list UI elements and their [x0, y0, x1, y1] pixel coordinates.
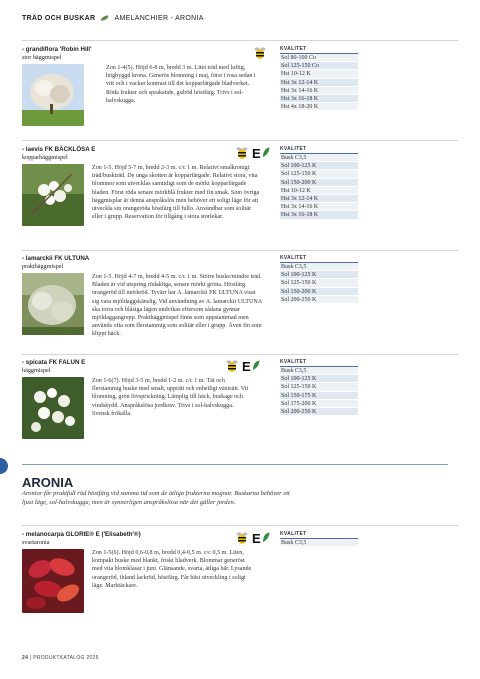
bee-icon: [226, 359, 238, 373]
quality-row: Hst 3x 14-16 K: [280, 203, 358, 211]
quality-row: Sol 150-200 K: [280, 179, 358, 187]
quality-row: Sol 100-125 K: [280, 162, 358, 170]
svg-text:E: E: [242, 359, 251, 373]
plant-entry: [22, 359, 458, 449]
plant-icons: [254, 46, 266, 60]
page-number: 24: [22, 655, 29, 661]
svg-text:E: E: [252, 146, 261, 160]
quality-row: Hst 10-12 K: [280, 187, 358, 195]
quality-row: Hst 3x 12-14 K: [280, 79, 358, 87]
section-marker: [0, 458, 8, 474]
plant-description: Zon 1-4(5). Höjd 6-8 m, bredd 3 m. Litet träd med luftig, högbyggd krona. Generös blomning i maj, först i rosa sedan i vitt och i vacker kontrast till det kopparfärgade bladverket. Röda frukter och sprakande, gulröd höstfärg. Trivs i sol-halvskugga.: [106, 65, 256, 104]
quality-row: Sol 200-250 K: [280, 408, 358, 416]
section-divider: [22, 464, 448, 465]
plant-photo: [22, 164, 84, 226]
bee-icon: [254, 46, 266, 60]
quality-rows: [280, 54, 358, 111]
quality-row: Sol 125-150 K: [280, 170, 358, 178]
quality-header: KVALITET: [280, 255, 358, 263]
quality-row: Sol 175-200 K: [280, 400, 358, 408]
plant-entry: [22, 531, 458, 621]
quality-table: [280, 531, 358, 547]
catalog-name: PRODUKTKATALOG 2026: [33, 655, 99, 661]
page-header: [22, 14, 204, 22]
eco-e-icon: [252, 531, 270, 545]
plant-entry: [22, 255, 458, 350]
quality-row: Sol 125-150 Co: [280, 62, 358, 70]
plant-icons: [236, 531, 270, 545]
header-category: TRÄD OCH BUSKAR: [22, 15, 96, 22]
quality-row: Hst 3x 14-16 K: [280, 87, 358, 95]
header-subcategory: AMELANCHIER - ARONIA: [114, 15, 204, 22]
divider: [22, 140, 458, 141]
plant-subtitle: svartaronia: [22, 539, 50, 546]
quality-row: Busk C3,5: [280, 154, 358, 162]
quality-row: Hst 10-12 K: [280, 70, 358, 78]
plant-description: Zon 1-5. Höjd 4-7 m, bredd 4-5 m. c/c 1 m. Större buske/mindre träd. Bladen är vid utspring rödaktiga, senare mörkt gröna. Höstfärg orangeröd till mörkröd. Tyvärr har A. lamarckii FK ULTUNA visat sig vara mjöldaggskänslig. Vid användning av A. lamarckii ULTUNA ska torra och blåsiga lägen undvikas eftersom sådana gynnar mjöldaggangrepp. Prakthäggmispel finns som uppstammad men används ofta som flerstammig som solitär eller i grupp. Även fin som klippt häck.: [92, 274, 262, 338]
plant-subtitle: kopparhäggmispel: [22, 154, 68, 161]
quality-rows: [280, 154, 358, 220]
quality-row: Hst 3x 12-14 K: [280, 195, 358, 203]
quality-rows: [280, 263, 358, 304]
divider: [22, 354, 458, 355]
plant-description: Zon 1-5(6). Höjd 0,6-0,8 m, bredd 0,4-0,5 m. c/c 0,5 m. Liten, kompakt buske med blankt, friskt bladverk. Blommar generöst med vita blomklasar i juni. Glänsande, svarta, ätliga bär. Lysande orangeröd, ibland lackröd, höstfärg. Får bäst utveckling i soligt läge. Marktäckare.: [92, 550, 252, 589]
quality-row: Busk C3,5: [280, 367, 358, 375]
plant-description: Zon 1-6(7). Höjd 3-5 m, bredd 1-2 m. c/c 1 m. Tät och flerstammig buske med smalt, upprätt och enhetligt växtsätt. Vit blomning, grön lövsprickning. Lämplig till häck, buskage och vindskydd. Anspråkslösa jordkrav. Trivs i sol-halvskugga. Svensk frökälla.: [92, 378, 249, 417]
quality-row: Hst 4x 18-20 K: [280, 103, 358, 111]
quality-row: Hst 3x 16-18 K: [280, 211, 358, 219]
section-title: ARONIA: [22, 475, 74, 490]
bee-icon: [236, 146, 248, 160]
quality-rows: [280, 539, 358, 547]
quality-row: Hst 3x 16-18 K: [280, 95, 358, 103]
plant-title: - lamarckii FK ULTUNA: [22, 255, 90, 262]
plant-photo: [22, 377, 84, 439]
quality-row: Sol 125-150 K: [280, 279, 358, 287]
page-footer: [22, 655, 99, 661]
quality-table: [280, 146, 358, 220]
quality-row: Sol 150-200 K: [280, 288, 358, 296]
quality-header: KVALITET: [280, 531, 358, 539]
quality-row: Sol 80-100 Co: [280, 54, 358, 62]
plant-description: Zon 1-5. Höjd 5-7 m, bredd 2-3 m. c/c 1 m. Relativt smalkronigt träd/buskträd. De unga skotten är kopparfärgade. Relativt stora, vita blommor som utvecklas samtidigt som de mörkt kopparfärgade bladen. Först röda senare mörkblå frukter med fin smak. Som övriga häggmisplar är denna anspråkslös men behöver ett soligt läge för att utveckla sin orangeröda höstfärg till fullo. Användbar som solitär eller i grupp. Reservation för tillgång i stora storlekar.: [92, 165, 260, 221]
quality-row: Busk C3,5: [280, 539, 358, 547]
quality-row: Sol 125-150 K: [280, 383, 358, 391]
quality-row: Sol 100-125 K: [280, 271, 358, 279]
plant-subtitle: häggmispel: [22, 367, 51, 374]
leaf-icon: [100, 15, 109, 21]
eco-e-icon: [252, 146, 270, 160]
plant-photo: [22, 273, 84, 335]
plant-title: - laevis FK BÄCKLÖSA E: [22, 146, 96, 153]
plant-title: - melanocarpa GLORIE® E ('Elisabeth'®): [22, 531, 141, 538]
quality-rows: [280, 367, 358, 416]
quality-row: Busk C3,5: [280, 263, 358, 271]
bee-icon: [236, 531, 248, 545]
quality-table: [280, 359, 358, 416]
plant-icons: [236, 146, 270, 160]
divider: [22, 40, 458, 41]
footer-separator: |: [29, 655, 32, 661]
plant-entry: [22, 146, 458, 246]
quality-row: Sol 100-125 K: [280, 375, 358, 383]
quality-header: KVALITET: [280, 46, 358, 54]
plant-title: - grandiflora 'Robin Hill': [22, 46, 92, 53]
section-intro: Aronior får praktfull röd höstfärg vid samma tid som de ätliga frukterna mognar. Buskarna behöver ett ljust läge, sol-halvskugga, men är synnerligen anspråkslösa när det gäller jorden.: [22, 490, 290, 506]
quality-header: KVALITET: [280, 146, 358, 154]
quality-table: [280, 255, 358, 304]
divider: [22, 250, 458, 251]
plant-photo: [22, 64, 84, 126]
svg-text:E: E: [252, 531, 261, 545]
plant-subtitle: stor häggmispel: [22, 54, 62, 61]
plant-photo: [22, 549, 84, 613]
quality-table: [280, 46, 358, 111]
plant-icons: [226, 359, 260, 373]
plant-entry: [22, 46, 458, 136]
plant-subtitle: prakthäggmispel: [22, 263, 64, 270]
quality-row: Sol 200-250 K: [280, 296, 358, 304]
quality-row: Sol 150-175 K: [280, 392, 358, 400]
eco-e-icon: [242, 359, 260, 373]
quality-header: KVALITET: [280, 359, 358, 367]
divider: [22, 525, 458, 526]
plant-title: - spicata FK FALUN E: [22, 359, 86, 366]
